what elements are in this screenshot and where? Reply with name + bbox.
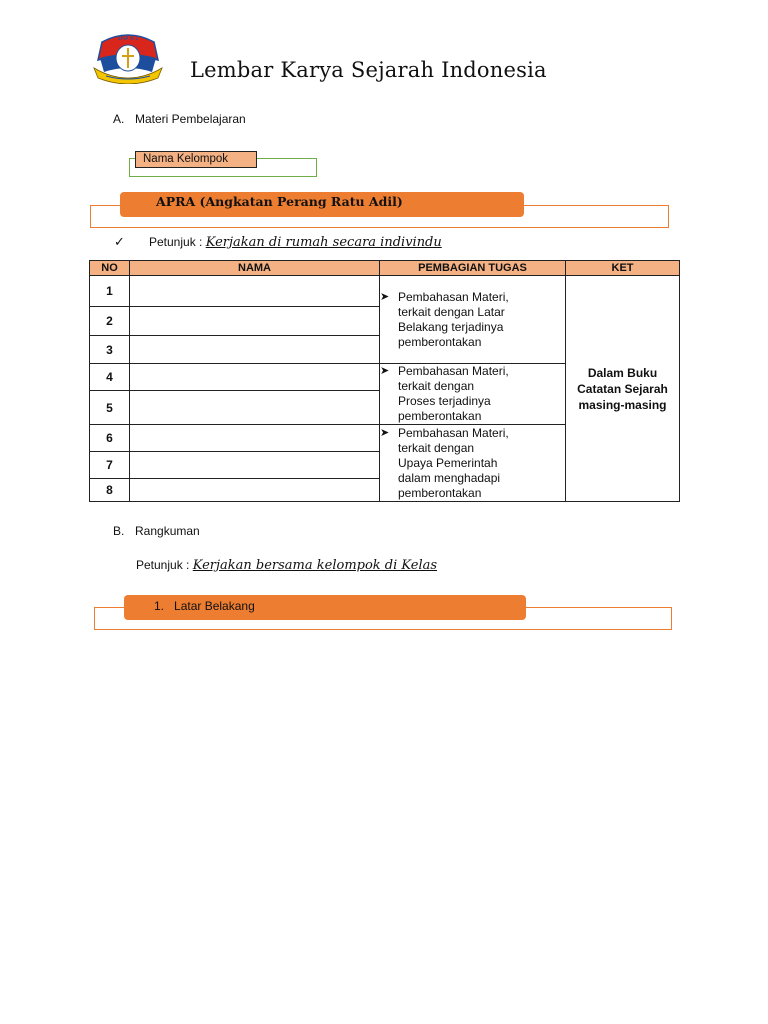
instruction-a — [149, 235, 442, 250]
row-number: 5 — [90, 391, 130, 425]
arrow-bullet-icon: ➤ — [380, 365, 390, 377]
header-no: NO — [90, 261, 130, 276]
row-number: 7 — [90, 452, 130, 479]
table-header-row — [90, 261, 680, 276]
name-cell[interactable] — [130, 479, 380, 502]
checkmark-icon: ✓ — [114, 234, 125, 249]
name-cell[interactable] — [130, 391, 380, 425]
task-table — [89, 260, 680, 502]
section-a-letter: A. — [113, 112, 125, 126]
instruction-a-label: Petunjuk : — [149, 235, 203, 249]
row-number: 3 — [90, 336, 130, 364]
name-cell[interactable] — [130, 452, 380, 479]
table-row — [90, 276, 680, 307]
row-number: 6 — [90, 425, 130, 452]
document-title: Lembar Karya Sejarah Indonesia — [190, 58, 547, 82]
task-cell-proses: ➤ Pembahasan Materi, terkait dengan Proses terjadinya pemberontakan — [380, 364, 566, 425]
section-b-title: Rangkuman — [135, 524, 200, 538]
task-cell-upaya-pemerintah: ➤ Pembahasan Materi, terkait dengan Upaya Pemerintah dalam menghadapi pemberontakan — [380, 425, 566, 502]
header-pembagian-tugas: PEMBAGIAN TUGAS — [380, 261, 566, 276]
header-nama: NAMA — [130, 261, 380, 276]
instruction-b-text: Kerjakan bersama kelompok di Kelas — [192, 558, 438, 573]
name-cell[interactable] — [130, 276, 380, 307]
header-ket: KET — [566, 261, 680, 276]
instruction-b — [136, 558, 437, 573]
row-number: 2 — [90, 307, 130, 336]
latar-belakang-number: 1. — [154, 599, 165, 613]
instruction-a-text: Kerjakan di rumah secara indivindu — [205, 235, 442, 250]
latar-belakang-label: Latar Belakang — [174, 599, 255, 613]
section-a-heading — [113, 112, 246, 126]
apra-banner: APRA (Angkatan Perang Ratu Adil) — [120, 192, 524, 217]
svg-text:SMA N 1: SMA N 1 — [117, 36, 139, 42]
row-number: 4 — [90, 364, 130, 391]
ket-cell: Dalam Buku Catatan Sejarah masing-masing — [566, 276, 680, 502]
row-number: 8 — [90, 479, 130, 502]
name-cell[interactable] — [130, 425, 380, 452]
name-cell[interactable] — [130, 364, 380, 391]
name-cell[interactable] — [130, 307, 380, 336]
section-a-title: Materi Pembelajaran — [135, 112, 246, 126]
row-number: 1 — [90, 276, 130, 307]
task-cell-latar-belakang: ➤ Pembahasan Materi, terkait dengan Latar Belakang terjadinya pemberontakan — [380, 276, 566, 364]
arrow-bullet-icon: ➤ — [380, 290, 390, 303]
group-name-label: Nama Kelompok — [135, 151, 257, 168]
latar-belakang-banner — [124, 595, 526, 620]
section-b-letter: B. — [113, 524, 125, 538]
school-logo — [88, 32, 168, 84]
instruction-b-label: Petunjuk : — [136, 558, 190, 572]
arrow-bullet-icon: ➤ — [380, 426, 390, 439]
section-b-heading — [113, 524, 200, 538]
name-cell[interactable] — [130, 336, 380, 364]
